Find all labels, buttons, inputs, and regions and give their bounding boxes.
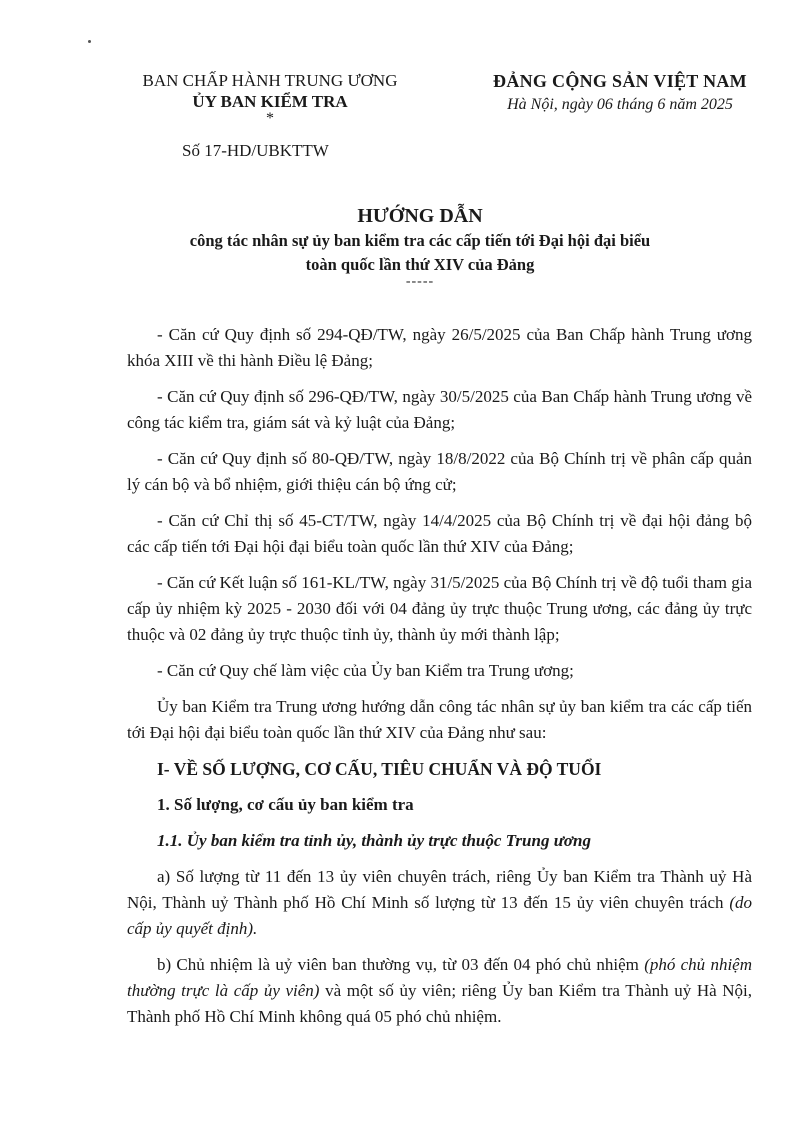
place-date: Hà Nội, ngày 06 tháng 6 năm 2025 [507,96,733,113]
basis-paragraph-1: - Căn cứ Quy định số 294-QĐ/TW, ngày 26/5/2025 của Ban Chấp hành Trung ương khóa XIII về thi hành Điều lệ Đảng; [127,325,752,370]
document-title: HƯỚNG DẪN [357,205,483,227]
item-b-paragraph [127,952,752,1030]
section-heading-1: I- VỀ SỐ LƯỢNG, CƠ CẤU, TIÊU CHUẨN VÀ ĐỘ TUỔI [157,759,602,779]
document-subtitle-line-2: toàn quốc lần thứ XIV của Đảng [305,255,535,274]
item-a-paragraph [127,864,752,942]
item-b-note: (phó chủ nhiệm thường trực là cấp ủy viên) [127,955,752,1000]
star-mark: * [266,110,274,127]
document-subtitle-line-1: công tác nhân sự ủy ban kiểm tra các cấp tiến tới Đại hội đại biểu [189,231,651,250]
basis-paragraph-6: - Căn cứ Quy chế làm việc của Ủy ban Kiểm tra Trung ương; [157,661,574,680]
issuing-agency-block [120,70,420,161]
scan-speck [88,40,91,43]
item-a-text: a) Số lượng từ 11 đến 13 ủy viên chuyên trách, riêng Ủy ban Kiểm tra Thành uỷ Hà Nội, Thành uỷ Thành phố Hồ Chí Minh số lượng từ 13 đến 15 ủy viên chuyên trách [127,867,752,912]
document-body [127,322,752,1040]
org-line-1: BAN CHẤP HÀNH TRUNG ƯƠNG [142,71,398,90]
item-b-text-2: và một số ủy viên; riêng Ủy ban Kiểm tra Thành uỷ Hà Nội, Thành phố Hồ Chí Minh không quá 05 phó chủ nhiệm. [127,981,753,1026]
intro-paragraph: Ủy ban Kiểm tra Trung ương hướng dẫn công tác nhân sự ủy ban kiểm tra các cấp tiến tới Đại hội đại biểu toàn quốc lần thứ XIV của Đảng như sau: [127,697,752,742]
subsection-heading-1: 1. Số lượng, cơ cấu ủy ban kiểm tra [157,795,414,814]
basis-paragraph-5: - Căn cứ Kết luận số 161-KL/TW, ngày 31/5/2025 của Bộ Chính trị về độ tuổi tham gia cấp ủy nhiệm kỳ 2025 - 2030 đối với 04 đảng ủy trực thuộc Trung ương, các đảng ủy trực thuộc và 02 đảng ủy trực thuộc tỉnh ủy, thành ủy mới thành lập; [127,573,752,644]
basis-paragraph-4: - Căn cứ Chỉ thị số 45-CT/TW, ngày 14/4/2025 của Bộ Chính trị về đại hội đảng bộ các cấp tiến tới Đại hội đại biểu toàn quốc lần thứ XIV của Đảng; [127,511,752,556]
party-header-block [470,70,770,116]
org-line-2: ỦY BAN KIỂM TRA [192,92,348,111]
item-b-text-1: b) Chủ nhiệm là uỷ viên ban thường vụ, từ 03 đến 04 phó chủ nhiệm [157,955,645,974]
party-name: ĐẢNG CỘNG SẢN VIỆT NAM [493,71,747,91]
item-a-note: (do cấp ủy quyết định). [127,893,752,938]
subsection-heading-1-1: 1.1. Ủy ban kiểm tra tỉnh ủy, thành ủy trực thuộc Trung ương [157,831,591,850]
document-number: Số 17-HD/UBKTTW [182,141,329,160]
basis-paragraph-2: - Căn cứ Quy định số 296-QĐ/TW, ngày 30/5/2025 của Ban Chấp hành Trung ương về công tác kiểm tra, giám sát và kỷ luật của Đảng; [127,387,752,432]
document-title-block [100,203,740,287]
title-separator: ----- [405,274,435,289]
basis-paragraph-3: - Căn cứ Quy định số 80-QĐ/TW, ngày 18/8/2022 của Bộ Chính trị về phân cấp quản lý cán bộ và bổ nhiệm, giới thiệu cán bộ ứng cử; [127,449,752,494]
